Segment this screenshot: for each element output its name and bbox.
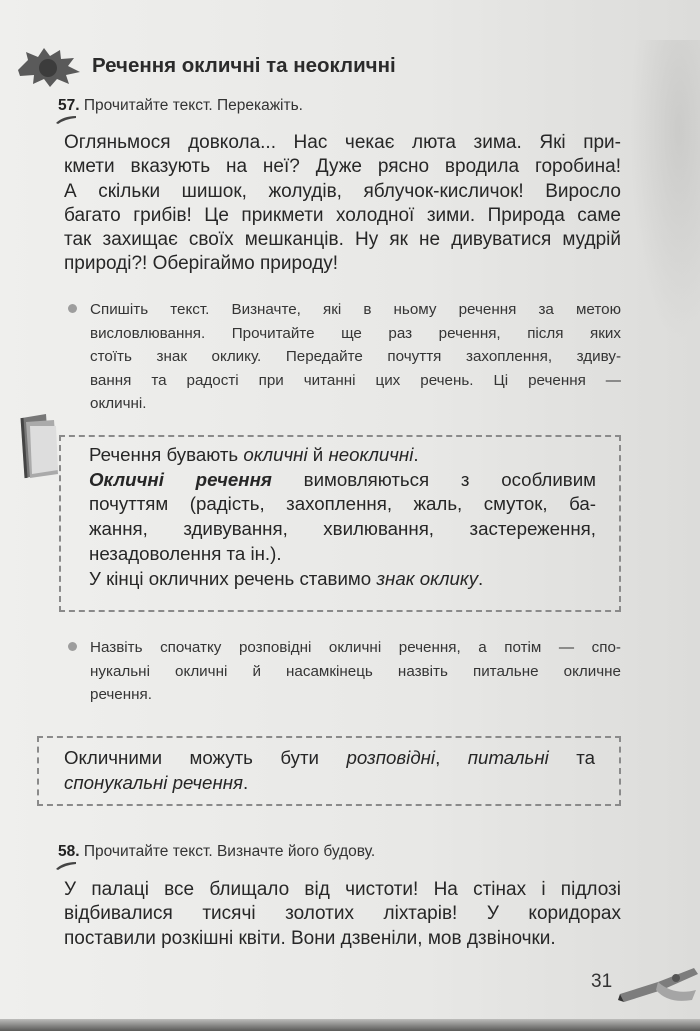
pencil-decoration-icon xyxy=(618,960,700,1010)
rule-term-bold: Окличні речення xyxy=(89,468,272,490)
rule-term: знак оклику xyxy=(376,567,479,589)
rule-line: незадоволення та ін.). xyxy=(89,542,282,564)
text-line: кмети вказують на неї? Дуже рясно вродила горобина! xyxy=(64,156,621,178)
rule-fragment: У кінці окличних речень ставимо xyxy=(89,567,377,589)
book-icon xyxy=(16,412,62,482)
rule-line xyxy=(89,468,596,493)
page-shading xyxy=(630,40,700,340)
rule-line xyxy=(64,745,595,770)
task-57-header xyxy=(58,97,303,115)
exercise-2 xyxy=(68,636,621,707)
text-line: У палаці все блищало від чистоти! На стінах і підлозі xyxy=(64,879,621,900)
exercise-text xyxy=(90,298,621,416)
text-line: вання та радості при читанні цих речень. Ці речення — xyxy=(90,371,621,389)
rule-fragment: та xyxy=(548,747,596,768)
rule-term: спонукальні речення xyxy=(64,772,243,793)
page-number: 31 xyxy=(591,971,613,992)
rule-fragment: й xyxy=(307,444,329,465)
rule-term: окличні xyxy=(243,444,308,465)
rule-fragment: . xyxy=(413,444,419,465)
task-57-exercise xyxy=(68,298,621,416)
pen-icon xyxy=(55,861,77,870)
header-blot-icon xyxy=(14,44,82,88)
text-line: А скільки шишок, жолудів, яблучок-кисличок! Виросло xyxy=(64,180,621,202)
text-line: природі?! Оберігаймо природу! xyxy=(64,253,339,275)
rule-fragment: вимовляються з особливим xyxy=(271,468,596,490)
rule-line: почуттям (радість, захоплення, жаль, смуток, ба- xyxy=(89,493,596,515)
rule-line xyxy=(89,443,596,468)
rule-fragment: Речення бувають xyxy=(89,444,244,465)
rule-fragment: . xyxy=(478,567,484,589)
bullet-icon xyxy=(68,304,77,313)
text-line: відбивалися тисячі золотих ліхтарів! У коридорах xyxy=(64,903,621,925)
text-line: так захищає своїх мешканців. Ну як не дивуватися мудрій xyxy=(64,229,621,251)
text-line: окличні. xyxy=(90,395,147,412)
bullet-icon xyxy=(68,642,77,651)
text-line: Спишіть текст. Визначте, які в ньому речення за метою xyxy=(90,301,621,318)
text-line: речення. xyxy=(90,686,152,703)
task-58-number: 58. xyxy=(58,843,80,860)
exercise-text xyxy=(90,636,621,707)
rule-term: розповідні xyxy=(346,747,436,768)
text-line: стоїть знак оклику. Передайте почуття захоплення, здиву- xyxy=(90,348,621,365)
rule-fragment: , xyxy=(435,747,468,768)
text-line: нукальні окличні й насамкінець назвіть питальне окличне xyxy=(90,662,621,680)
section-title: Речення окличні та неокличні xyxy=(92,54,396,77)
text-line: поставили розкішні квіти. Вони дзвеніли, мов дзвіночки. xyxy=(64,927,556,949)
text-line: багато грибів! Це прикмети холодної зими. Природа саме xyxy=(64,204,621,226)
rule-term: неокличні xyxy=(328,444,414,465)
rule-text-2 xyxy=(64,745,595,795)
task-58-header xyxy=(58,843,375,861)
rule-line: жання, здивування, хвилювання, застереження, xyxy=(89,518,596,540)
text-line: висловлювання. Прочитайте ще раз речення, після яких xyxy=(90,324,621,342)
rule-line xyxy=(89,567,596,592)
rule-fragment: . xyxy=(243,772,249,793)
text-line: Назвіть спочатку розповідні окличні речення, а потім — спо- xyxy=(90,639,621,656)
rule-term: питальні xyxy=(467,747,549,768)
text-line: Огляньмося довкола... Нас чекає люта зима. Які при- xyxy=(64,132,621,153)
pen-icon xyxy=(55,115,77,124)
rule-fragment: Окличними можуть бути xyxy=(64,747,347,768)
task-57-instruction: Прочитайте текст. Перекажіть. xyxy=(83,97,303,114)
task-57-number: 57. xyxy=(58,97,80,114)
task-58-reading-text xyxy=(64,878,621,951)
page-bottom-edge xyxy=(0,1019,700,1031)
rule-line xyxy=(64,770,595,795)
task-57-reading-text xyxy=(64,131,621,277)
task-58-instruction: Прочитайте текст. Визначте його будову. xyxy=(83,843,376,860)
rule-text xyxy=(89,443,596,591)
